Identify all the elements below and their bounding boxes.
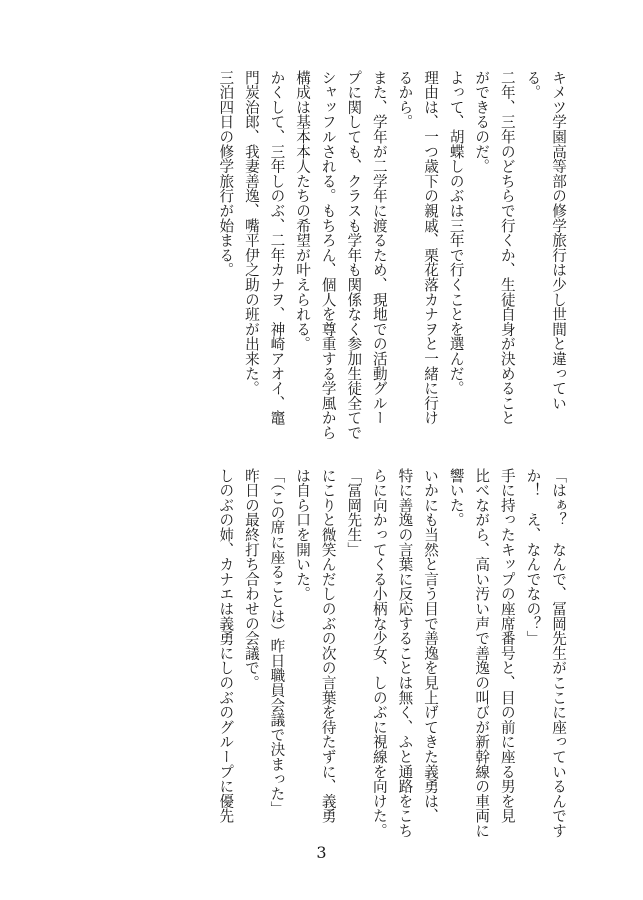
text-line: 「はぁ？ なんで、冨岡先生がここに座っているんです [550, 468, 567, 838]
text-line: かくして、三年しのぶ、二年カナヲ、神崎アオイ、竈 [268, 70, 286, 426]
text-line: また、学年が二学年に渡るため、現地での活動グルー [370, 70, 388, 426]
text-line: 「（この席に座ることは）昨日職員会議で決まった」 [268, 468, 286, 816]
text-line: 門炭治郎、我妻善逸、嘴平伊之助の班が出来た。 [242, 70, 260, 396]
text-line: 昨日の最終打ち合わせの会議で。 [242, 468, 260, 690]
text-line: らに向かってくる小柄な少女、しのぶに視線を向けた。 [370, 468, 388, 838]
text-line: は自ら口を開いた。 [294, 468, 312, 602]
text-line: 理由は、一つ歳下の親戚、栗花落カナヲと一緒に行け [422, 70, 440, 426]
text-line: よって、胡蝶しのぶは三年で行くことを選んだ。 [447, 70, 465, 396]
text-line: しのぶの姉、カナエは義勇にしのぶのグループに優先 [217, 468, 235, 824]
text-line: ができるのだ。 [473, 70, 491, 174]
text-line: 構成は基本本人たちの希望が叶えられる。 [294, 70, 312, 352]
text-line: 比べながら、高い汚い声で善逸の叫びが新幹線の車両に [473, 468, 491, 838]
text-line: プに関しても、クラスも学年も関係なく参加生徒全てで [345, 70, 363, 440]
text-line: 響いた。 [447, 468, 465, 528]
text-line: キメツ学園高等部の修学旅行は少し世間と違ってい [550, 70, 567, 411]
text-line: シャッフルされる。もちろん、個人を尊重する学風から [319, 70, 337, 440]
text-line: 手に持ったキップの座席番号と、目の前に座る男を見 [498, 468, 516, 824]
text-line: いかにも当然と言う目で善逸を見上げてきた義勇は、 [422, 468, 440, 824]
text-line: 二年、三年のどちらで行くか、生徒自身が決めること [498, 70, 516, 426]
text-line: 特に善逸の言葉に反応することは無く、ふと通路をこち [396, 468, 414, 838]
upper-text-block [213, 70, 571, 440]
text-line: るから。 [396, 70, 414, 130]
page-number: 3 [316, 843, 327, 862]
text-line: る。 [524, 70, 542, 100]
text-line: 三泊四日の修学旅行が始まる。 [217, 70, 235, 278]
text-line: にこりと微笑んだしのぶの次の言葉を待たずに、義勇 [319, 468, 337, 824]
lower-text-block [213, 468, 571, 838]
text-line: 「冨岡先生」 [345, 468, 363, 557]
text-line: か！ え、なんでなの？」 [524, 468, 542, 646]
